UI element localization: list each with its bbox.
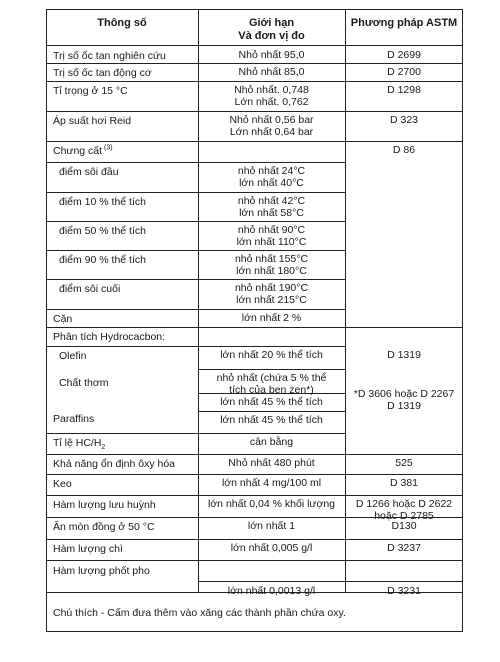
row-method: D 2700 (387, 66, 421, 78)
row-param: Ăn mòn đồng ở 50 °C (53, 521, 155, 533)
row-method: D 3231 (387, 585, 421, 597)
row-method: D 1319 (387, 349, 421, 361)
row-limit: lớn nhất 180°C (236, 265, 307, 277)
row-limit: lớn nhất 45 % thể tích (220, 414, 323, 426)
row-param: điểm sôi đầu (59, 166, 119, 178)
row-param: Áp suất hơi Reid (53, 115, 132, 127)
row-limit: Lớn nhất. 0,762 (234, 96, 309, 108)
row-limit: lớn nhất 58°C (239, 207, 304, 219)
table-rule (46, 433, 345, 434)
row-method: 525 (395, 457, 413, 469)
row-method: D 381 (389, 477, 419, 489)
header-limit: Giới hạn (248, 17, 295, 29)
row-param: điểm sôi cuối (59, 283, 121, 295)
row-limit: lớn nhất 110°C (236, 236, 307, 248)
row-method: *D 3606 hoặc D 2267 (353, 388, 455, 400)
row-limit: nhỏ nhất 155°C (234, 253, 309, 265)
row-param: Paraffins (53, 413, 95, 425)
table-rule (46, 45, 463, 46)
table-rule (198, 369, 345, 370)
table-rule (46, 495, 463, 496)
header-param: Thông số (97, 17, 147, 29)
row-limit: tích của ben zen*) (229, 384, 314, 396)
row-method: hoặc D 2785 (374, 510, 434, 522)
row-method: D130 (391, 520, 417, 532)
table-rule (46, 539, 463, 540)
row-limit: nhỏ nhất 42°C (237, 195, 306, 207)
table-rule (46, 162, 345, 163)
row-limit: Nhỏ nhất 480 phút (228, 457, 315, 469)
row-limit: lớn nhất 45 % thể tích (220, 396, 323, 408)
row-limit: lớn nhất 4 mg/100 ml (221, 477, 322, 489)
table-rule (198, 411, 345, 412)
table-rule (46, 111, 463, 112)
table-rule (46, 9, 463, 10)
row-limit: lớn nhất 0,04 % khối lượng (207, 498, 336, 510)
row-param: Chất thơm (59, 377, 109, 389)
table-rule (46, 279, 345, 280)
table-rule (46, 250, 345, 251)
row-limit: lớn nhất 2 % (241, 312, 302, 324)
row-method: D 86 (392, 144, 416, 156)
table-rule (46, 192, 345, 193)
row-limit: lớn nhất 20 % thể tích (220, 349, 323, 361)
row-limit: lớn nhất 0,0013 g/l (227, 585, 316, 597)
row-param: điểm 50 % thể tích (59, 225, 146, 237)
row-param: Tỉ trọng ở 15 °C (53, 85, 128, 97)
row-param: Olefin (59, 350, 87, 362)
row-limit: nhỏ nhất 190°C (234, 282, 309, 294)
table-rule (46, 63, 463, 64)
row-param: Phân tích Hydrocacbon: (53, 331, 166, 343)
row-limit: cân bằng (249, 436, 294, 448)
specification-table (46, 9, 463, 632)
table-rule (46, 346, 345, 347)
table-rule (198, 581, 463, 582)
row-param: Chưng cất $^{(3)}$ (53, 144, 113, 157)
row-param: Tỉ lệ $HC/H_2$ (53, 437, 106, 452)
row-param: điểm 90 % thể tích (59, 254, 146, 266)
table-rule (46, 309, 345, 310)
row-method: D 3237 (387, 542, 421, 554)
row-param: Trị số ốc tan động cơ (53, 67, 152, 79)
table-rule (46, 81, 463, 82)
table-rule (46, 327, 463, 328)
table-rule (46, 141, 463, 142)
row-limit: lớn nhất 1 (247, 520, 296, 532)
row-method: D 1266 hoặc D 2622 (355, 498, 453, 510)
row-param: Hàm lượng phốt pho (53, 565, 150, 577)
header-method: Phương pháp ASTM (350, 17, 458, 29)
row-limit: Nhỏ nhất 95,0 (238, 49, 305, 61)
table-rule (46, 474, 463, 475)
row-method: D 1298 (387, 84, 421, 96)
row-limit: Lớn nhất 0,64 bar (229, 126, 314, 138)
row-limit: lớn nhất 0,005 g/l (230, 542, 313, 554)
row-method: D 2699 (387, 49, 421, 61)
row-limit: Nhỏ nhất 85,0 (238, 66, 305, 78)
row-method: D 1319 (387, 400, 421, 412)
header-limit-unit: Và đơn vị đo (238, 30, 305, 42)
footnote: Chú thích - Cấm đưa thêm vào xăng các thành phần chứa oxy. (53, 607, 346, 619)
row-param: Keo (53, 478, 72, 490)
row-param: Cặn (53, 313, 73, 325)
row-limit: lớn nhất 40°C (239, 177, 304, 189)
row-param: Khả năng ổn định ôxy hóa (53, 458, 176, 470)
row-limit: nhỏ nhất (chứa 5 % thể (216, 372, 327, 384)
row-method: D 323 (389, 114, 419, 126)
table-rule (46, 560, 463, 561)
row-param: Hàm lượng chì (53, 543, 123, 555)
row-limit: Nhỏ nhất 0,56 bar (229, 114, 314, 126)
row-param: Hàm lượng lưu huỳnh (53, 499, 156, 511)
row-limit: Nhỏ nhất. 0,748 (234, 84, 309, 96)
row-limit: nhỏ nhất 24°C (237, 165, 306, 177)
row-param: điểm 10 % thể tích (59, 196, 146, 208)
row-limit: nhỏ nhất 90°C (237, 224, 306, 236)
table-rule (46, 221, 345, 222)
row-param: Trị số ốc tan nghiên cứu (53, 50, 166, 62)
table-rule (46, 454, 463, 455)
table-rule (46, 631, 463, 632)
row-limit: lớn nhất 215°C (236, 294, 307, 306)
